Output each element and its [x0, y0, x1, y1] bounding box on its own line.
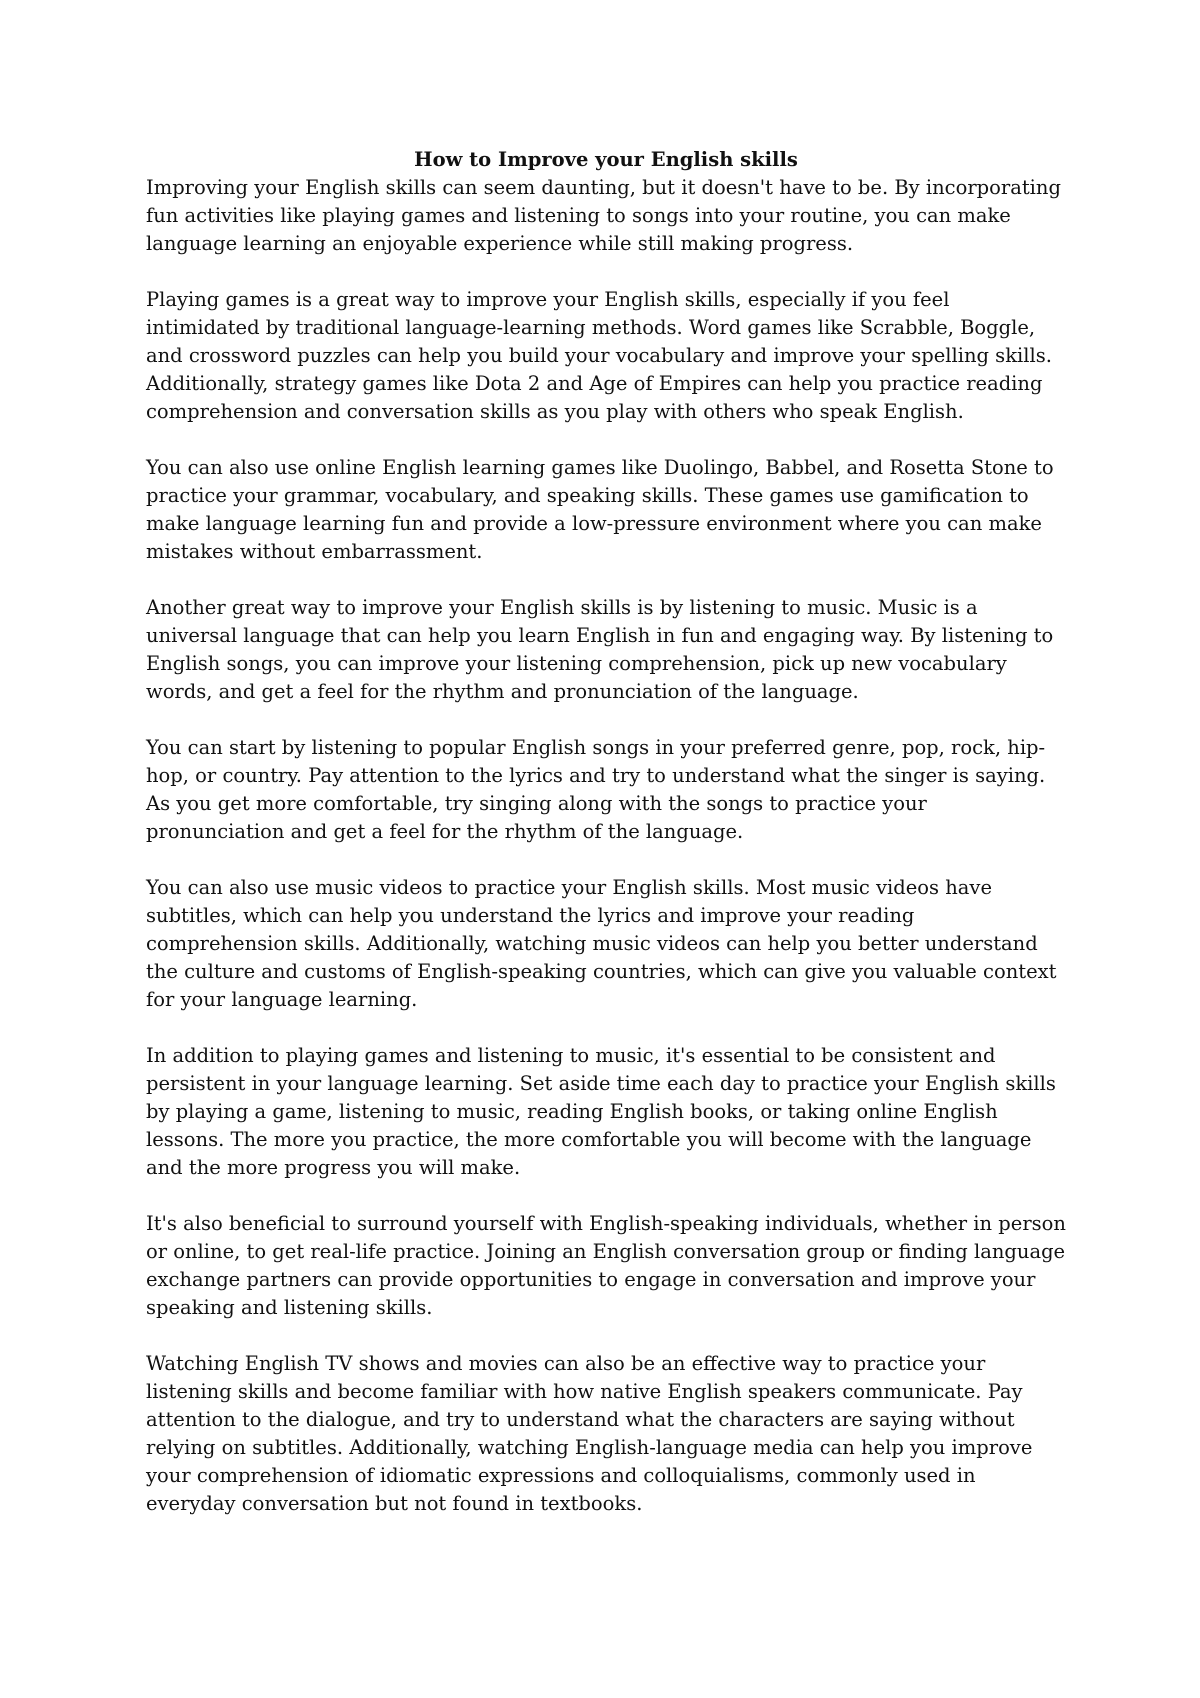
document-body: [146, 146, 1066, 1546]
paragraph-online-games: You can also use online English learning games like Duolingo, Babbel, and Rosetta Stone to practice your grammar, vocabulary, and speaking skills. These games use gamification to make language learning fun and provide a low-pressure environment where you can make mistakes without embarrassment.: [146, 456, 1054, 563]
paragraph-popular-songs: You can start by listening to popular English songs in your preferred genre, pop, rock, hip-hop, or country. Pay attention to the lyrics and try to understand what the singer is saying. As you get more comfortable, try singing along with the songs to practice your pronunciation and get a feel for the rhythm of the language.: [146, 736, 1046, 843]
paragraph-consistency: In addition to playing games and listening to music, it's essential to be consistent and persistent in your language learning. Set aside time each day to practice your English skills by playing a game, listening to music, reading English books, or taking online English lessons. The more you practice, the more comfortable you will become with the language and the more progress you will make.: [146, 1044, 1056, 1179]
paragraph-listening-music: Another great way to improve your English skills is by listening to music. Music is a universal language that can help you learn English in fun and engaging way. By listening to English songs, you can improve your listening comprehension, pick up new vocabulary words, and get a feel for the rhythm and pronunciation of the language.: [146, 596, 1054, 703]
paragraph-music-videos: You can also use music videos to practice your English skills. Most music videos have subtitles, which can help you understand the lyrics and improve your reading comprehension skills. Additionally, watching music videos can help you better understand the culture and customs of English-speaking countries, which can give you valuable context for your language learning.: [146, 876, 1057, 1011]
document-title: How to Improve your English skills: [414, 148, 798, 171]
paragraph-tv-movies: Watching English TV shows and movies can also be an effective way to practice your listening skills and become familiar with how native English speakers communicate. Pay attention to the dialogue, and try to understand what the characters are saying without relying on subtitles. Additionally, watching English-language media can help you improve your comprehension of idiomatic expressions and colloquialisms, commonly used in everyday conversation but not found in textbooks.: [146, 1352, 1033, 1515]
paragraph-surround-yourself: It's also beneficial to surround yourself with English-speaking individuals, whether in person or online, to get real-life practice. Joining an English conversation group or finding language exchange partners can provide opportunities to engage in conversation and improve your speaking and listening skills.: [146, 1212, 1066, 1319]
paragraph-playing-games: Playing games is a great way to improve your English skills, especially if you feel intimidated by traditional language-learning methods. Word games like Scrabble, Boggle, and crossword puzzles can help you build your vocabulary and improve your spelling skills. Additionally, strategy games like Dota 2 and Age of Empires can help you practice reading comprehension and conversation skills as you play with others who speak English.: [146, 288, 1052, 423]
paragraph-intro: Improving your English skills can seem daunting, but it doesn't have to be. By incorporating fun activities like playing games and listening to songs into your routine, you can make language learning an enjoyable experience while still making progress.: [146, 176, 1061, 255]
